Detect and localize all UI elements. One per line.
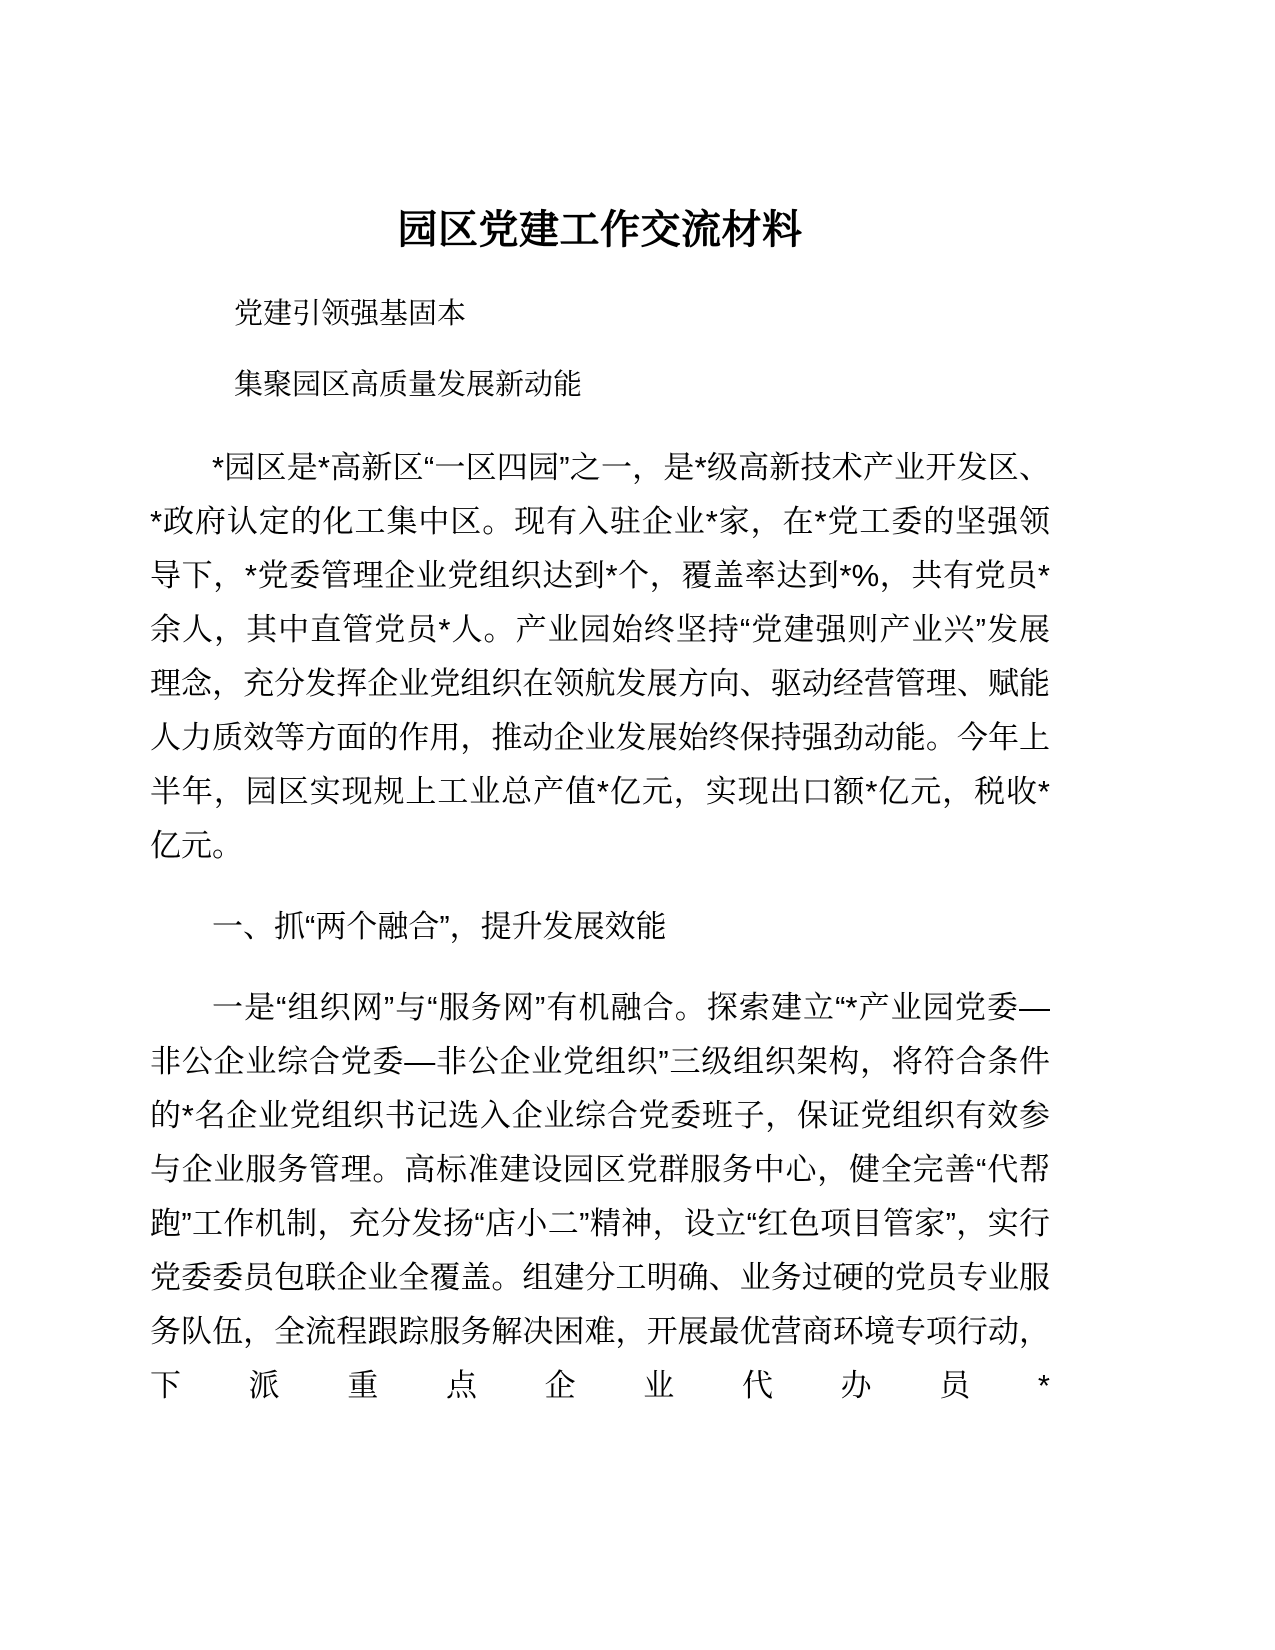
subtitle-line-1: 党建引领强基固本 — [234, 298, 467, 330]
page-title: 园区党建工作交流材料 — [397, 208, 803, 252]
paragraph-fusion-one: 一是“组织网”与“服务网”有机融合。探索建立“*产业园党委—非公企业综合党委—非公企业党组织”三级组织架构，将符合条件的*名企业党组织书记选入企业综合党委班子，保证党组织有效参与企业服务管理。高标准建设园区党群服务中心，健全完善“代帮跑”工作机制，充分发扬“店小二”精神，设立“红色项目管家”，实行党委委员包联企业全覆盖。组建分工明确、业务过硬的党员专业服务队伍，全流程跟踪服务解决困难，开展最优营商环境专项行动，下派重点企业代办员* — [150, 990, 1050, 1404]
document-content — [150, 0, 1050, 1413]
section-heading-one: 一、抓“两个融合”，提升发展效能 — [212, 909, 667, 945]
subtitle-line-2: 集聚园区高质量发展新动能 — [234, 368, 583, 401]
paragraph-intro: *园区是*高新区“一区四园”之一，是*级高新技术产业开发区、*政府认定的化工集中区。现有入驻企业*家，在*党工委的坚强领导下，*党委管理企业党组织达到*个，覆盖率达到*%，共有党员*余人，其中直管党员*人。产业园始终坚持“党建强则产业兴”发展理念，充分发挥企业党组织在领航发展方向、驱动经营管理、赋能人力质效等方面的作用，推动企业发展始终保持强劲动能。今年上半年，园区实现规上工业总产值*亿元，实现出口额*亿元，税收*亿元。 — [150, 450, 1050, 864]
